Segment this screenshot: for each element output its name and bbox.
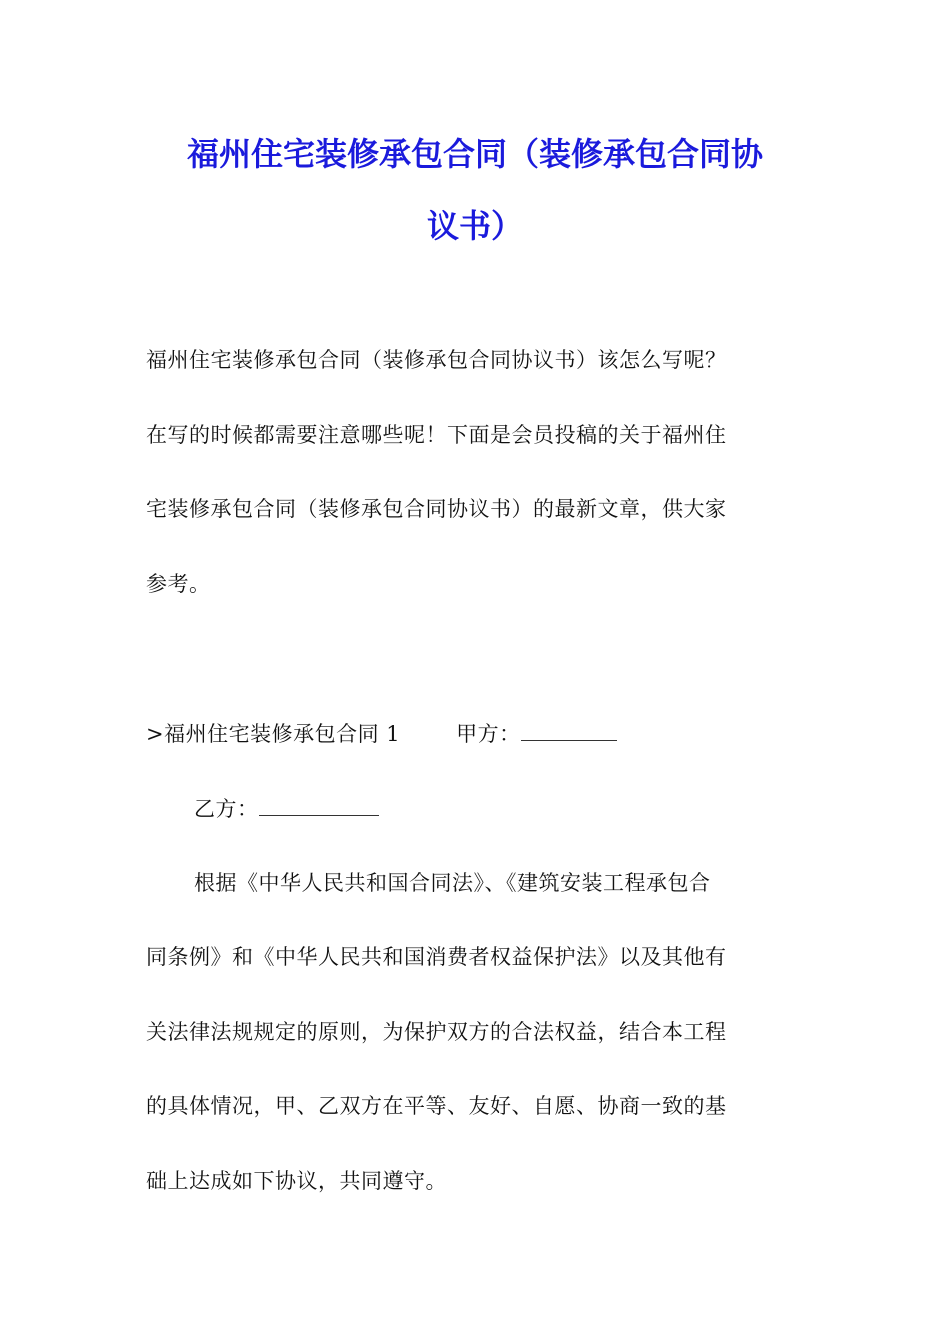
party-a-blank xyxy=(521,718,617,741)
intro-line-4: 参考。 xyxy=(146,572,211,596)
party-b-label: 乙方： xyxy=(194,797,259,821)
body-line-2: 同条例》和《中华人民共和国消费者权益保护法》以及其他有 xyxy=(146,945,727,969)
body-line-3: 关法律法规规定的原则，为保护双方的合法权益，结合本工程 xyxy=(146,1020,727,1044)
intro-line-3: 宅装修承包合同（装修承包合同协议书）的最新文章，供大家 xyxy=(146,497,727,521)
body-line-1: 根据《中华人民共和国合同法》、《建筑安装工程承包合 xyxy=(194,871,711,895)
intro-line-1: 福州住宅装修承包合同（装修承包合同协议书）该怎么写呢？ xyxy=(146,348,727,372)
document-title-line-1: 福州住宅装修承包合同（装修承包合同协 xyxy=(186,135,763,173)
intro-line-2: 在写的时候都需要注意哪些呢！下面是会员投稿的关于福州住 xyxy=(146,423,727,447)
document-title-line-2: 议书） xyxy=(426,207,523,245)
section-heading-row xyxy=(146,718,826,749)
body-line-5: 础上达成如下协议，共同遵守。 xyxy=(146,1169,447,1193)
party-b-row xyxy=(194,793,874,824)
party-a-label: 甲方： xyxy=(456,722,521,746)
section-heading: >福州住宅装修承包合同 1 xyxy=(146,722,401,746)
party-b-blank xyxy=(259,793,379,816)
body-line-4: 的具体情况，甲、乙双方在平等、友好、自愿、协商一致的基 xyxy=(146,1094,727,1118)
